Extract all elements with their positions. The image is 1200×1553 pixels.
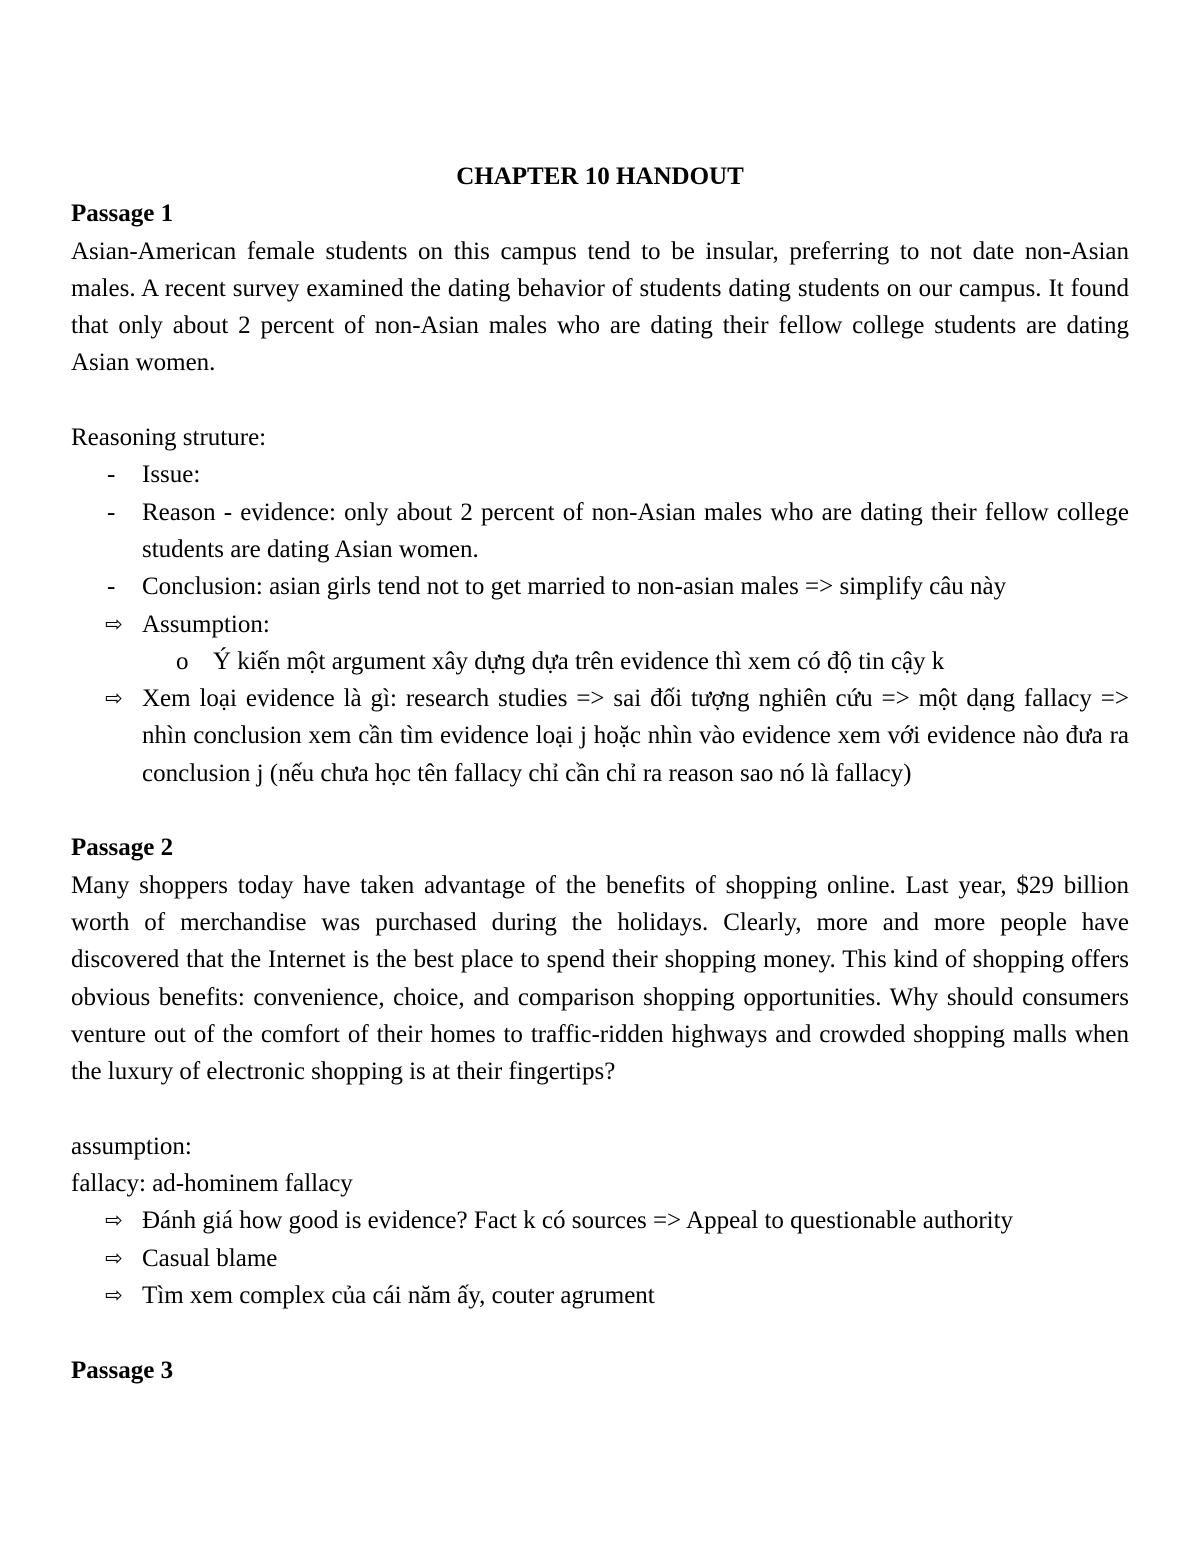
note-text: Đánh giá how good is evidence? Fact k có sources => Appeal to questionable authority [142, 1207, 1014, 1235]
spacer [71, 1314, 1129, 1351]
spacer [71, 382, 1129, 419]
note-text: Tìm xem complex của cái năm ấy, couter agrument [142, 1281, 655, 1309]
evidence-list [71, 680, 1129, 792]
reason-text: Reason - evidence: only about 2 percent of non-Asian males who are dating their fellow college students are dating Asian women. [142, 498, 1129, 563]
fallacy-label: fallacy: ad-hominem fallacy [71, 1170, 353, 1198]
list-item [71, 606, 1129, 643]
list-item [71, 680, 1129, 792]
assumption-label: assumption: [71, 1132, 192, 1160]
evidence-type-text: Xem loại evidence là gì: research studies => sai đối tượng nghiên cứu => một dạng fallacy => nhìn conclusion xem cần tìm evidence loại j hoặc nhìn vào evidence xem với evidence nào đưa ra conclusion j (nếu chưa học tên fallacy chỉ cần chỉ ra reason sao nó là fallacy) [142, 685, 1129, 787]
passage-1-text: Asian-American female students on this campus tend to be insular, preferring to not date non-Asian males. A recent survey examined the dating behavior of students dating students on our campus. It found that only about 2 percent of non-Asian males who are dating their fellow college students are dating Asian women. [71, 237, 1129, 377]
arrow-right-icon: ⇨ [105, 611, 123, 636]
passage-2-heading: Passage 2 [71, 834, 174, 862]
passage-1-heading: Passage 1 [71, 200, 174, 228]
arrow-right-icon: ⇨ [105, 1282, 123, 1307]
issue-text: Issue: [142, 461, 201, 489]
list-item [71, 456, 1129, 493]
document-page [71, 158, 1129, 1389]
spacer [71, 1090, 1129, 1127]
list-item [71, 568, 1129, 605]
list-item [71, 1277, 1129, 1314]
list-item [71, 643, 1129, 680]
assumption-list [71, 606, 1129, 643]
sub-list [71, 643, 1129, 680]
passage-2-text: Many shoppers today have taken advantage of the benefits of shopping online. Last year, $29 billion worth of merchandise was purchased during the holidays. Clearly, more and more people have discovered that the Internet is the best place to spend their shopping money. This kind of shopping offers obvious benefits: convenience, choice, and comparison shopping opportunities. Why should consumers venture out of the comfort of their homes to traffic-ridden highways and crowded shopping malls when the luxury of electronic shopping is at their fingertips? [71, 871, 1129, 1086]
note-text: Casual blame [142, 1244, 278, 1272]
passage-3-heading: Passage 3 [71, 1356, 174, 1384]
dash-bullet: - [107, 498, 116, 526]
list-item [71, 494, 1129, 569]
conclusion-text: Conclusion: asian girls tend not to get married to non-asian males => simplify câu này [142, 573, 1007, 601]
arrow-right-icon: ⇨ [105, 1208, 123, 1233]
arrow-right-icon: ⇨ [105, 686, 123, 711]
reasoning-list [71, 456, 1129, 605]
list-item [71, 1202, 1129, 1239]
page-title: CHAPTER 10 HANDOUT [456, 163, 744, 190]
spacer [71, 792, 1129, 829]
sub-item-text: Ý kiến một argument xây dựng dựa trên evidence thì xem có độ tin cậy k [213, 647, 945, 675]
arrow-right-icon: ⇨ [105, 1245, 123, 1270]
assumption-text: Assumption: [142, 610, 270, 638]
dash-bullet: - [107, 573, 116, 601]
circle-bullet: o [176, 647, 189, 675]
list-item [71, 1240, 1129, 1277]
fallacy-notes-list [71, 1202, 1129, 1314]
reasoning-structure-label: Reasoning struture: [71, 424, 267, 452]
dash-bullet: - [107, 461, 116, 489]
